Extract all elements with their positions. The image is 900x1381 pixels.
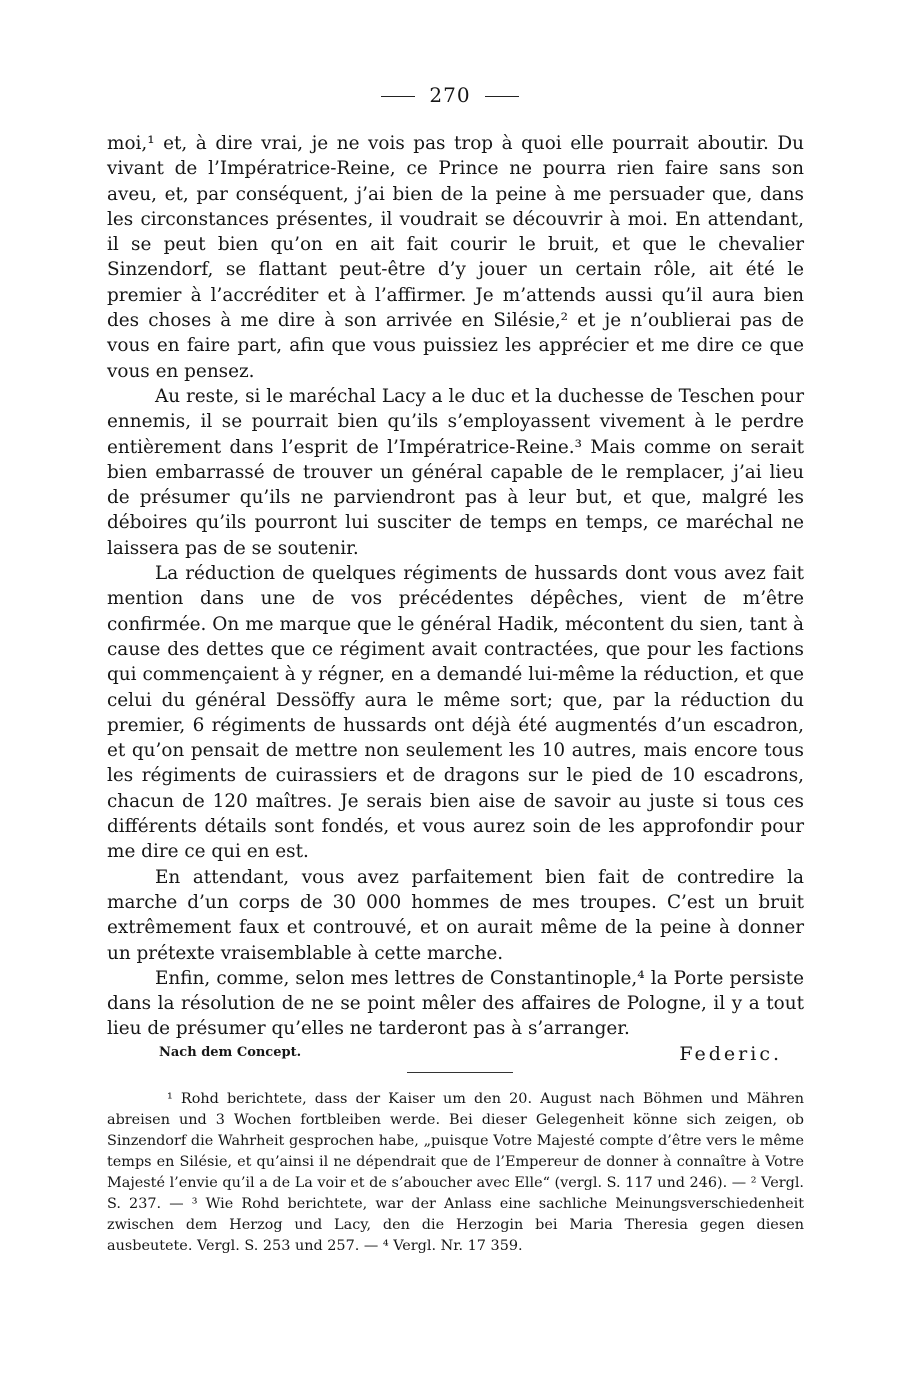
footnote-separator xyxy=(407,1072,513,1073)
letter-body xyxy=(107,131,804,1042)
page-number-header xyxy=(0,83,900,107)
source-note: Nach dem Concept. xyxy=(159,1045,302,1060)
signature-line xyxy=(107,1045,804,1071)
header-dash-right xyxy=(485,96,519,97)
page-number: 270 xyxy=(429,83,471,107)
paragraph-4: En attendant, vous avez parfaitement bien fait de contredire la marche d’un corps de 30 000 hommes de mes troupes. C’est un bruit extrêmement faux et controuvé, et on aurait même de la peine à donner un prétexte vraisemblable à cette marche. xyxy=(107,866,804,964)
header-dash-left xyxy=(381,96,415,97)
paragraph-1: moi,¹ et, à dire vrai, je ne vois pas trop à quoi elle pourrait aboutir. Du vivant de l’Impératrice-Reine, ce Prince ne pourra rien faire sans son aveu, et, par conséquent, j’ai bien de la peine à me persuader que, dans les circonstances présentes, il voudrait se découvrir à moi. En attendant, il se peut bien qu’on en ait fait courir le bruit, et que le chevalier Sinzendorf, se flattant peut-être d’y jouer un certain rôle, ait été le premier à l’accréditer et à l’affirmer. Je m’attends aussi qu’il aura bien des choses à me dire à son arrivée en Silésie,² et je n’oublierai pas de vous en faire part, afin que vous puissiez les apprécier et me dire ce que vous en pensez. xyxy=(107,133,804,382)
signature: Federic. xyxy=(679,1043,782,1065)
paragraph-5: Enfin, comme, selon mes lettres de Constantinople,⁴ la Porte persiste dans la résolution de ne se point mêler des affaires de Pologne, il y a tout lieu de présumer qu’elles ne tarderont pas à s’arranger. xyxy=(107,967,804,1040)
paragraph-3: La réduction de quelques régiments de hussards dont vous avez fait mention dans une de vos précédentes dépêches, vient de m’être confirmée. On me marque que le général Hadik, mécontent du sien, tant à cause des dettes que ce régiment avait contractées, que pour les factions qui commençaient à y régner, en a demandé lui-même la réduction, et que celui du général Dessöffy aura le même sort; que, par la réduction du premier, 6 régiments de hussards ont déjà été augmentés d’un escadron, et qu’on pensait de mettre non seulement les 10 autres, mais encore tous les régiments de cuirassiers et de dragons sur le pied de 10 escadrons, chacun de 120 maîtres. Je serais bien aise de savoir au juste si tous ces différents détails sont fondés, et vous aurez soin de les approfondir pour me dire ce qui en est. xyxy=(107,563,804,863)
footnotes: ¹ Rohd berichtete, dass der Kaiser um den 20. August nach Böhmen und Mähren abreisen und 3 Wochen fortbleiben werde. Bei dieser Gelegenheit könne sich zeigen, ob Sinzendorf die Wahrheit gesprochen habe, „puisque Votre Majesté compte d’être vers le même temps en Silésie, et qu’ainsi il ne dépendrait que de l’Empereur de donner à connaître à Votre Majesté l’envie qu’il a de La voir et de s’aboucher avec Elle“ (vergl. S. 117 und 246). — ² Vergl. S. 237. — ³ Wie Rohd berichtete, war der Anlass eine sachliche Meinungsverschiedenheit zwischen dem Herzog und Lacy, den die Herzogin bei Maria Theresia gegen diesen ausbeutete. Vergl. S. 253 und 257. — ⁴ Vergl. Nr. 17 359. xyxy=(107,1091,804,1254)
paragraph-2: Au reste, si le maréchal Lacy a le duc et la duchesse de Teschen pour ennemis, il se pourrait bien qu’ils s’employassent vivement à le perdre entièrement dans l’esprit de l’Impératrice-Reine.³ Mais comme on serait bien embarrassé de trouver un général capable de le remplacer, j’ai lieu de présumer qu’ils ne parviendront pas à leur but, et que, malgré les déboires qu’ils pourront lui susciter de temps en temps, ce maréchal ne laissera pas de se soutenir. xyxy=(107,385,804,559)
